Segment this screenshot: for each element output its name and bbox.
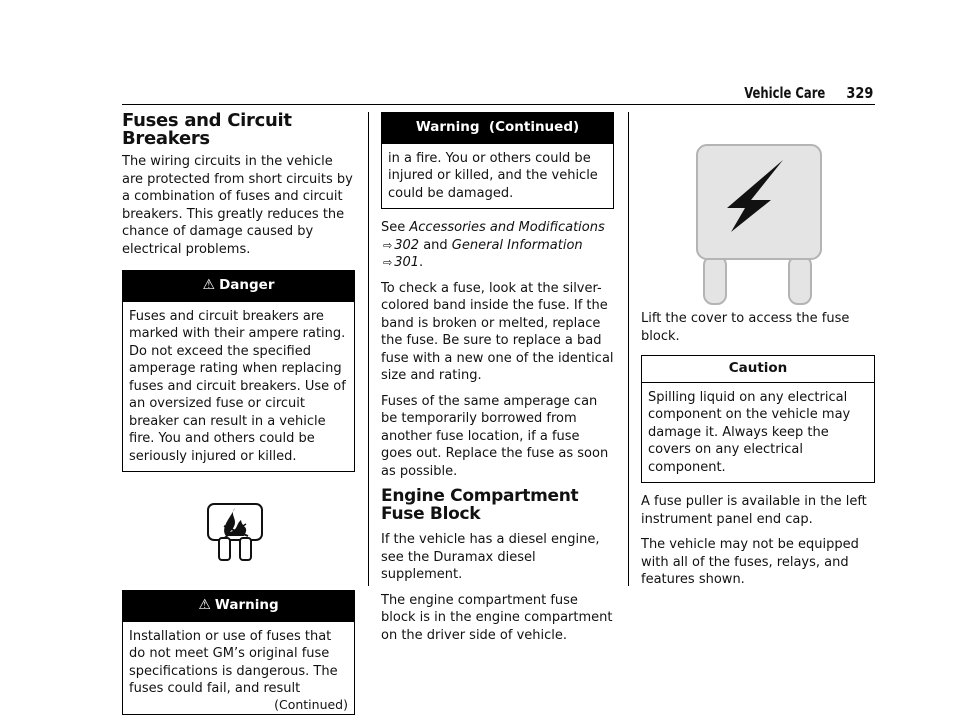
page-header bbox=[122, 82, 875, 105]
borrow-fuse-paragraph: Fuses of the same amperage can be temporarily borrowed from another fuse location, if a fuse goes out. Replace the fuse as soon as possible. bbox=[381, 393, 609, 479]
page-number: 329 bbox=[846, 84, 873, 102]
caution-header: Caution bbox=[642, 356, 874, 383]
fuse-lightning-icon bbox=[641, 112, 875, 310]
column-3 bbox=[641, 112, 875, 597]
link-general-information[interactable]: General Information bbox=[451, 237, 583, 253]
page-arrow-icon: ⇨ bbox=[383, 256, 393, 269]
see-prefix: See bbox=[381, 220, 406, 235]
section-title: Vehicle Care bbox=[743, 84, 825, 102]
warning-triangle-icon: ⚠ bbox=[202, 277, 216, 293]
warning-body bbox=[123, 622, 354, 714]
danger-box bbox=[122, 270, 355, 472]
link-accessories[interactable]: Accessories and Modifications bbox=[409, 220, 605, 235]
page-ref-301[interactable]: 301 bbox=[394, 255, 420, 270]
danger-label: Danger bbox=[219, 277, 275, 293]
check-fuse-paragraph: To check a fuse, look at the silver-colored band inside the fuse. If the band is broken or melted, replace the fuse. Be sure to replace a bad fuse with a new one of the identical size and rating. bbox=[381, 280, 614, 383]
and-text: and bbox=[423, 237, 448, 253]
section-heading: Fuses and Circuit Breakers bbox=[122, 110, 292, 149]
warning-continued-box bbox=[381, 112, 614, 209]
column-1 bbox=[122, 112, 355, 725]
caution-body: Spilling liquid on any electrical component on the vehicle may damage it. Always keep the covers on any electrical component. bbox=[648, 389, 851, 475]
warning-text: Installation or use of fuses that do not meet GM’s original fuse specifications is dangerous. The fuses could fail, and result bbox=[129, 628, 338, 696]
diesel-paragraph: If the vehicle has a diesel engine, see the Duramax diesel supplement. bbox=[381, 532, 600, 582]
location-paragraph: The engine compartment fuse block is in the engine compartment on the driver side of vehicle. bbox=[381, 592, 613, 643]
danger-header bbox=[123, 271, 354, 302]
page-arrow-icon: ⇨ bbox=[383, 238, 393, 252]
lift-cover-paragraph: Lift the cover to access the fuse block. bbox=[641, 311, 850, 344]
fuse-fire-icon bbox=[122, 482, 355, 590]
equipment-paragraph: The vehicle may not be equipped with all of the fuses, relays, and features shown. bbox=[641, 537, 859, 587]
column-divider bbox=[368, 112, 369, 586]
page-ref-302[interactable]: 302 bbox=[394, 237, 420, 253]
column-2 bbox=[381, 112, 614, 652]
warning-continued-body: in a fire. You or others could be injured or killed, and the vehicle could be damaged. bbox=[388, 150, 598, 201]
see-reference: See Accessories and Modifications ⇨ 302 and General Information ⇨ 301. bbox=[381, 220, 605, 270]
warning-triangle-icon: ⚠ bbox=[198, 597, 211, 613]
intro-paragraph: The wiring circuits in the vehicle are protected from short circuits by a combination of fuses and circuit breakers. This greatly reduces the chance of damage caused by electrical problems. bbox=[122, 154, 353, 257]
warning-header bbox=[123, 591, 354, 622]
warning-label: Warning bbox=[214, 597, 279, 613]
caution-box bbox=[641, 355, 875, 483]
warning-continued-header: Warning (Continued) bbox=[382, 113, 613, 144]
continued-tag: (Continued) bbox=[274, 696, 348, 712]
engine-fuse-heading: Engine Compartment Fuse Block bbox=[381, 486, 579, 524]
warning-box bbox=[122, 590, 355, 715]
danger-body: Fuses and circuit breakers are marked with their ampere rating. Do not exceed the specified amperage rating when replacing fuses and circuit breakers. Use of an oversized fuse or circuit breaker can result in a vehicle fire. You and others could be seriously injured or killed. bbox=[129, 308, 346, 464]
fuse-puller-paragraph: A fuse puller is available in the left instrument panel end cap. bbox=[641, 494, 867, 527]
column-divider bbox=[628, 112, 629, 586]
